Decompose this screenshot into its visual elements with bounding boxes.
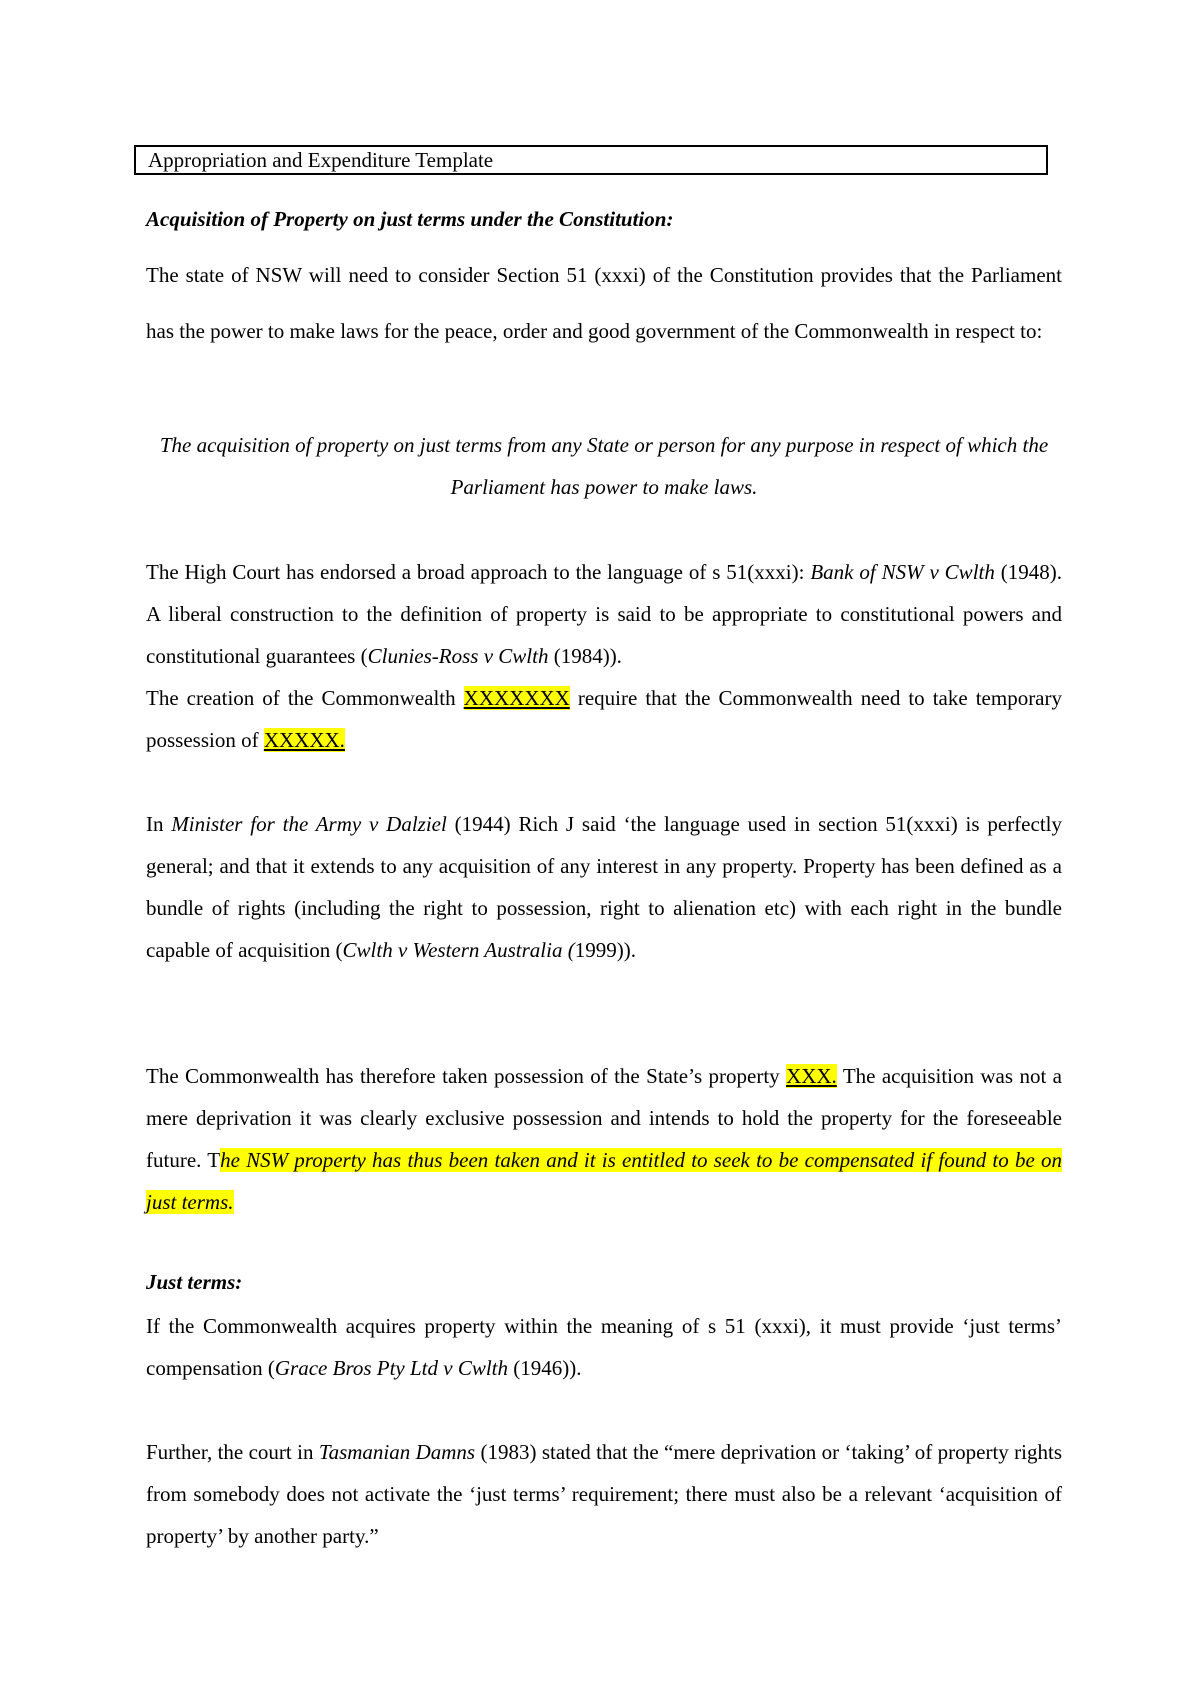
paragraph-possession <box>146 1055 1062 1223</box>
case-tasmanian-damns: Tasmanian Damns <box>318 1440 476 1464</box>
constitution-quote <box>138 424 1070 508</box>
paragraph-just-terms <box>146 1305 1062 1389</box>
p2-text-b: (1948). A liberal construction to the definition of property is said to be appropriate to constitutional powers and constitutional guarantees ( <box>146 560 1062 668</box>
placeholder-highlight-1: XXXXXXX <box>463 686 570 710</box>
placeholder-highlight-3: XXX. <box>786 1064 837 1088</box>
p7-text-a: Further, the court in <box>146 1440 319 1464</box>
p4-text-b: (1944) Rich J said ‘the language used in section 51(xxxi) is perfectly general; and that it extends to any acquisition of any interest in any property. Property has been defined as a bundle of rights (including the right to possession, right to alienation etc) with each right in the bundle capable of acquisition ( <box>146 812 1062 962</box>
paragraph-high-court <box>146 551 1062 677</box>
p6-text-a: If the Commonwealth acquires property within the meaning of s 51 (xxxi), it must provide ‘just terms’ compensation ( <box>146 1314 1062 1380</box>
heading-acquisition: Acquisition of Property on just terms under the Constitution: <box>146 207 674 231</box>
p4-text-a: In <box>146 812 172 836</box>
paragraph-creation <box>146 677 1062 761</box>
case-grace-bros: Grace Bros Pty Ltd v Cwlth <box>274 1356 509 1380</box>
case-clunies-ross: Clunies-Ross v Cwlth <box>367 644 549 668</box>
p4-text-c: 1999)). <box>574 938 636 962</box>
paragraph-tasmanian-dams <box>146 1431 1062 1557</box>
case-bank-of-nsw: Bank of NSW v Cwlth <box>810 560 995 584</box>
heading-just-terms: Just terms: <box>146 1270 243 1294</box>
p5-text-b: The acquisition was not a mere deprivation it was clearly exclusive possession and intends to hold the property for the foreseeable future. T <box>146 1064 1062 1172</box>
p2-text-c: (1984)). <box>548 644 622 668</box>
paragraph-section-51: The state of NSW will need to consider Section 51 (xxxi) of the Constitution provides that the Parliament has the power to make laws for the peace, order and good government of the Commonwealth in respect to: <box>146 263 1062 343</box>
p2-text-a: The High Court has endorsed a broad approach to the language of s 51(xxxi): <box>146 560 811 584</box>
p3-text-a: The creation of the Commonwealth <box>146 686 464 710</box>
p3-text-b: require that the Commonwealth need to take temporary possession of <box>146 686 1062 752</box>
quote-text: The acquisition of property on just terms from any State or person for any purpose in respect of which the Parliament has power to make laws. <box>159 433 1049 499</box>
p7-text-b: (1983) stated that the “mere deprivation or ‘taking’ of property rights from somebody does not activate the ‘just terms’ requirement; there must also be a relevant ‘acquisition of property’ by another party.” <box>146 1440 1062 1548</box>
placeholder-highlight-2: XXXXX. <box>263 728 345 752</box>
paragraph-dalziel <box>146 803 1062 971</box>
p6-text-b: (1946)). <box>508 1356 582 1380</box>
case-western-australia: Cwlth v Western Australia ( <box>342 938 575 962</box>
p5-text-a: The Commonwealth has therefore taken possession of the State’s property <box>146 1064 787 1088</box>
case-dalziel: Minister for the Army v Dalziel <box>171 812 447 836</box>
highlighted-conclusion: he NSW property has thus been taken and it is entitled to seek to be compensated if found to be on just terms. <box>146 1148 1063 1214</box>
template-title-box: Appropriation and Expenditure Template <box>134 145 1048 175</box>
